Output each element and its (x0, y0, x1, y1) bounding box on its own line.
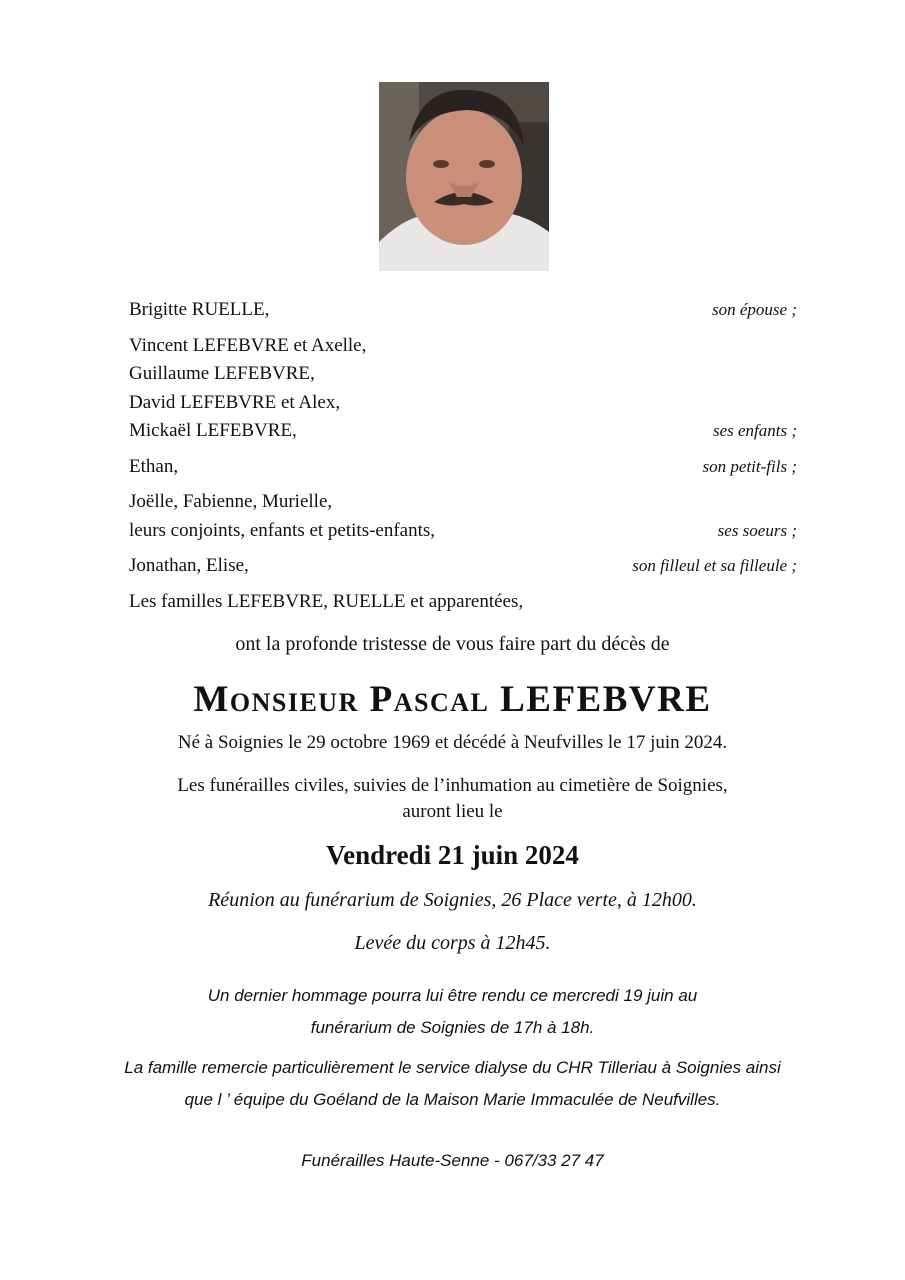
family-name-line: Ethan, (129, 455, 179, 477)
announcement-intro: ont la profonde tristesse de vous faire part du décès de (235, 633, 670, 655)
funeral-line-1: Les funérailles civiles, suivies de l’inhumation au cimetière de Soignies, (177, 775, 728, 796)
family-relation: son petit-fils ; (702, 456, 797, 476)
thanks-line-1: La famille remercie particulièrement le service dialyse du CHR Tilleriau à Soignies ainsi (124, 1058, 781, 1077)
family-relation: son filleul et sa filleule ; (632, 556, 797, 575)
family-name-line: Les familles LEFEBVRE, RUELLE et apparentées, (129, 590, 524, 612)
family-name-line: Joëlle, Fabienne, Murielle, (129, 491, 333, 512)
family-name-line: Guillaume LEFEBVRE, (129, 363, 315, 384)
family-name-line: David LEFEBVRE et Alex, (129, 391, 341, 413)
family-relation: ses soeurs ; (717, 520, 797, 540)
family-group-grandson (129, 453, 797, 482)
family-name-line: Mickaël LEFEBVRE, (129, 420, 297, 441)
reunion-line: Réunion au funérarium de Soignies, 26 Place verte, à 12h00. (208, 889, 697, 911)
funeral-line-2: auront lieu le (402, 801, 503, 822)
hommage-note (0, 980, 905, 1044)
family-name-line: Jonathan, Elise, (129, 555, 249, 576)
funeral-home-contact: Funérailles Haute-Senne - 067/33 27 47 (301, 1151, 604, 1170)
family-group-spouse (129, 296, 797, 325)
family-list (129, 296, 797, 616)
family-name-line: Vincent LEFEBVRE et Axelle, (129, 334, 367, 356)
thanks-line-2: que l ’ équipe du Goéland de la Maison Marie Immaculée de Neufvilles. (184, 1090, 721, 1109)
hommage-line-1: Un dernier hommage pourra lui être rendu ce mercredi 19 juin au (207, 986, 698, 1005)
family-name-line: leurs conjoints, enfants et petits-enfants, (129, 519, 436, 541)
family-name-line: Brigitte RUELLE, (129, 299, 270, 320)
birth-death-line: Né à Soignies le 29 octobre 1969 et décédé à Neufvilles le 17 juin 2024. (177, 732, 728, 753)
funeral-info (0, 773, 905, 825)
family-group-children (129, 332, 797, 446)
thanks-note (0, 1052, 905, 1116)
family-group-families (129, 588, 797, 617)
portrait-photo-icon (379, 82, 549, 271)
family-group-godchildren (129, 552, 797, 581)
portrait-photo (379, 82, 549, 271)
deceased-name: Monsieur Pascal LEFEBVRE (193, 679, 712, 720)
levee-line: Levée du corps à 12h45. (354, 932, 551, 954)
family-group-sisters (129, 488, 797, 545)
funeral-date: Vendredi 21 juin 2024 (326, 840, 579, 870)
hommage-line-2: funérarium de Soignies de 17h à 18h. (310, 1018, 595, 1037)
family-relation: son épouse ; (712, 300, 797, 319)
family-relation: ses enfants ; (712, 421, 797, 440)
